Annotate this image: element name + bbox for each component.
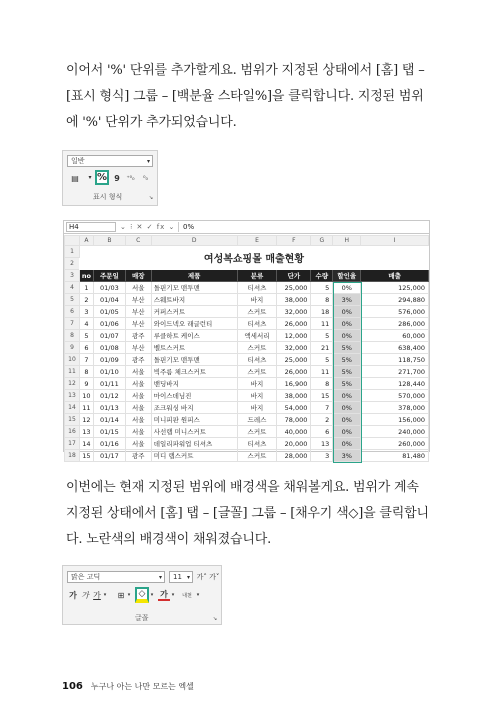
- table-cell[interactable]: 사선랩 미니스커트: [151, 426, 237, 438]
- table-cell[interactable]: 부산: [125, 318, 151, 330]
- table-cell[interactable]: 18: [311, 306, 333, 318]
- number-format-dropdown[interactable]: [67, 155, 153, 167]
- table-cell[interactable]: 드레스: [237, 414, 277, 426]
- fill-color-button[interactable]: ◇: [135, 587, 149, 603]
- table-cell[interactable]: 12,000: [277, 330, 311, 342]
- formula-bar: [64, 221, 429, 234]
- italic-button[interactable]: 가: [81, 590, 89, 600]
- column-header[interactable]: I: [361, 236, 429, 246]
- table-cell[interactable]: 638,400: [361, 342, 429, 354]
- column-header[interactable]: E: [237, 236, 277, 246]
- percent-style-button[interactable]: %: [96, 172, 108, 183]
- table-cell[interactable]: 미니피판 원피스: [151, 414, 237, 426]
- table-cell[interactable]: 8: [311, 378, 333, 390]
- chevron-down-icon[interactable]: ▾: [196, 592, 200, 598]
- table-cell[interactable]: 38,000: [277, 390, 311, 402]
- table-cell[interactable]: 돌핀기모 맨투맨: [151, 354, 237, 366]
- font-name-value: 맑은 고딕: [71, 573, 101, 581]
- table-cell[interactable]: 서울: [125, 426, 151, 438]
- spreadsheet: [63, 220, 430, 460]
- table-row: [65, 390, 429, 402]
- chevron-down-icon: ▾: [158, 574, 162, 581]
- table-cell[interactable]: 액세서리: [237, 330, 277, 342]
- table-cell[interactable]: 40,000: [277, 426, 311, 438]
- table-cell[interactable]: 0%: [333, 318, 361, 330]
- font-grow-shrink-buttons[interactable]: 가˄ 가˅: [196, 573, 220, 581]
- table-cell[interactable]: 271,700: [361, 366, 429, 378]
- chevron-down-icon[interactable]: ▾: [171, 592, 175, 598]
- table-cell[interactable]: 서울: [125, 378, 151, 390]
- table-cell[interactable]: 바지: [237, 378, 277, 390]
- table-cell[interactable]: 3%: [333, 450, 361, 462]
- row-number[interactable]: 10: [65, 354, 80, 366]
- table-cell[interactable]: 25,000: [277, 282, 311, 294]
- table-cell[interactable]: 13: [311, 438, 333, 450]
- table-cell[interactable]: 01/17: [93, 450, 125, 462]
- table-cell[interactable]: 4: [79, 318, 93, 330]
- table-cell[interactable]: 0%: [333, 390, 361, 402]
- row-number[interactable]: 3: [65, 270, 80, 282]
- table-cell[interactable]: 118,750: [361, 354, 429, 366]
- table-cell[interactable]: 서울: [125, 414, 151, 426]
- table-cell[interactable]: 01/08: [93, 342, 125, 354]
- table-cell[interactable]: 6: [311, 426, 333, 438]
- table-cell[interactable]: 벨트스커트: [151, 342, 237, 354]
- table-cell[interactable]: 01/09: [93, 354, 125, 366]
- table-cell[interactable]: 576,000: [361, 306, 429, 318]
- table-cell[interactable]: 7: [311, 402, 333, 414]
- table-cell[interactable]: 14: [79, 438, 93, 450]
- table-cell[interactable]: 15: [311, 390, 333, 402]
- table-row: [65, 282, 429, 294]
- table-cell[interactable]: 78,000: [277, 414, 311, 426]
- accounting-format-icon[interactable]: ▤: [71, 173, 79, 183]
- decrease-decimal-button[interactable]: ⁰₀: [143, 174, 148, 182]
- table-row: [65, 294, 429, 306]
- header-cell[interactable]: 분류: [237, 270, 277, 282]
- table-cell[interactable]: 3: [311, 450, 333, 462]
- table-cell[interactable]: 240,000: [361, 426, 429, 438]
- header-cell[interactable]: 할인율: [333, 270, 361, 282]
- table-cell[interactable]: 10: [79, 390, 93, 402]
- table-cell[interactable]: 5%: [333, 378, 361, 390]
- page-footer: [62, 681, 194, 692]
- sheet-title: 여성복쇼핑몰 매출현황: [79, 246, 428, 270]
- table-cell[interactable]: 26,000: [277, 366, 311, 378]
- row-number[interactable]: 16: [65, 426, 80, 438]
- table-cell[interactable]: 156,000: [361, 414, 429, 426]
- table-cell[interactable]: 0%: [333, 330, 361, 342]
- header-cell[interactable]: 주문일: [93, 270, 125, 282]
- table-cell[interactable]: 294,880: [361, 294, 429, 306]
- row-number[interactable]: 4: [65, 282, 80, 294]
- header-cell[interactable]: 매출: [361, 270, 429, 282]
- table-cell[interactable]: 조크워싱 바지: [151, 402, 237, 414]
- comma-style-button[interactable]: 9: [114, 173, 120, 183]
- table-row: [65, 330, 429, 342]
- table-row: [65, 414, 429, 426]
- border-button[interactable]: ⊞: [117, 590, 125, 600]
- table-cell[interactable]: 01/15: [93, 426, 125, 438]
- table-cell[interactable]: 5: [311, 330, 333, 342]
- table-cell[interactable]: 빅주름 체크스커트: [151, 366, 237, 378]
- table-cell[interactable]: 0%: [333, 306, 361, 318]
- table-row: [65, 366, 429, 378]
- table-cell[interactable]: 11: [311, 318, 333, 330]
- table-cell[interactable]: 81,480: [361, 450, 429, 462]
- chevron-down-icon[interactable]: ▾: [150, 592, 154, 598]
- table-cell[interactable]: 60,000: [361, 330, 429, 342]
- table-cell[interactable]: 01/07: [93, 330, 125, 342]
- table-cell[interactable]: 서울: [125, 390, 151, 402]
- row-number[interactable]: 15: [65, 414, 80, 426]
- page-number: 106: [62, 681, 83, 692]
- table-cell[interactable]: 25,000: [277, 354, 311, 366]
- header-cell[interactable]: 단가: [277, 270, 311, 282]
- table-cell[interactable]: 3%: [333, 294, 361, 306]
- book-title: 누구나 아는 나만 모르는 엑셀: [90, 682, 194, 691]
- table-cell[interactable]: 루클하트 케이스: [151, 330, 237, 342]
- phonetic-guide-button[interactable]: 내천: [182, 592, 192, 599]
- table-cell[interactable]: 01/04: [93, 294, 125, 306]
- increase-decimal-button[interactable]: ⁺⁰₀: [126, 174, 135, 182]
- table-cell[interactable]: 26,000: [277, 318, 311, 330]
- table-row: [65, 438, 429, 450]
- chevron-down-icon: ▾: [146, 158, 150, 165]
- table-cell[interactable]: 5%: [333, 366, 361, 378]
- table-row: [65, 246, 429, 258]
- chevron-down-icon[interactable]: ▾: [127, 592, 131, 598]
- font-size-dropdown[interactable]: [169, 571, 193, 583]
- number-format-ribbon-group: [62, 150, 158, 206]
- header-cell[interactable]: no: [79, 270, 93, 282]
- table-cell[interactable]: 서울: [125, 282, 151, 294]
- table-cell[interactable]: 티셔츠: [237, 318, 277, 330]
- table-cell[interactable]: 돌핀기모 맨투맨: [151, 282, 237, 294]
- font-color-button[interactable]: 가: [158, 589, 170, 601]
- table-cell[interactable]: 5: [311, 354, 333, 366]
- table-cell[interactable]: 바지: [237, 390, 277, 402]
- table-cell[interactable]: 01/10: [93, 366, 125, 378]
- table-cell[interactable]: 스커트: [237, 306, 277, 318]
- table-cell[interactable]: 54,000: [277, 402, 311, 414]
- column-header[interactable]: C: [125, 236, 151, 246]
- table-cell[interactable]: 260,000: [361, 438, 429, 450]
- column-header[interactable]: B: [93, 236, 125, 246]
- font-ribbon-group: [62, 565, 222, 625]
- paragraph-fill-color: 이번에는 현재 지정된 범위에 배경색을 채워볼게요. 범위가 계속 지정된 상태에서 [홈] 탭 – [글꼴] 그룹 – [채우기 색◇]을 클릭합니다. 노란색의 배경색이 채워졌습니다.: [66, 480, 429, 547]
- table-cell[interactable]: 16,900: [277, 378, 311, 390]
- table-cell[interactable]: 01/14: [93, 414, 125, 426]
- table-cell[interactable]: 01/13: [93, 402, 125, 414]
- table-row: [65, 342, 429, 354]
- bold-button[interactable]: 가: [69, 590, 77, 600]
- column-header[interactable]: F: [277, 236, 311, 246]
- table-cell[interactable]: 광주: [125, 354, 151, 366]
- underline-button[interactable]: 가: [93, 590, 101, 600]
- table-cell[interactable]: 서울: [125, 438, 151, 450]
- table-cell[interactable]: 서울: [125, 402, 151, 414]
- table-cell[interactable]: 6: [79, 342, 93, 354]
- table-row: [65, 378, 429, 390]
- table-cell[interactable]: 티셔츠: [237, 354, 277, 366]
- table-cell[interactable]: 스커트: [237, 426, 277, 438]
- table-cell[interactable]: 32,000: [277, 342, 311, 354]
- table-cell[interactable]: 커퍼스커트: [151, 306, 237, 318]
- row-number[interactable]: 17: [65, 438, 80, 450]
- chevron-down-icon[interactable]: ▾: [103, 592, 107, 598]
- font-name-dropdown[interactable]: [67, 571, 165, 583]
- column-header-row: [65, 236, 429, 246]
- table-cell[interactable]: 바지: [237, 402, 277, 414]
- paragraph-percent-format: 이어서 '%' 단위를 추가할게요. 범위가 지정된 상태에서 [홈] 탭 – [표시 형식] 그룹 – [백분율 스타일%]을 클릭합니다. 지정된 범위에 '%' 단위가 추가되었습니다.: [66, 63, 425, 130]
- group-label: 표시 형식: [93, 193, 123, 201]
- formula-icons[interactable]: ⌄ ⁝ ✕ ✓ fx ⌄: [120, 223, 176, 231]
- column-header[interactable]: D: [151, 236, 237, 246]
- name-box[interactable]: H4: [66, 222, 116, 232]
- table-cell[interactable]: 01/05: [93, 306, 125, 318]
- table-cell[interactable]: 부산: [125, 342, 151, 354]
- table-cell[interactable]: 13: [79, 426, 93, 438]
- column-header[interactable]: G: [311, 236, 333, 246]
- table-cell[interactable]: 0%: [333, 402, 361, 414]
- table-cell[interactable]: 9: [79, 378, 93, 390]
- row-number[interactable]: 14: [65, 402, 80, 414]
- formula-input[interactable]: 0%: [178, 222, 194, 232]
- table-row: [65, 402, 429, 414]
- table-cell[interactable]: 28,000: [277, 450, 311, 462]
- table-cell[interactable]: 부산: [125, 306, 151, 318]
- table-cell[interactable]: 1: [79, 282, 93, 294]
- table-cell[interactable]: 11: [311, 366, 333, 378]
- table-row: [65, 318, 429, 330]
- row-number[interactable]: 9: [65, 342, 80, 354]
- row-number[interactable]: 5: [65, 294, 80, 306]
- row-number[interactable]: 7: [65, 318, 80, 330]
- table-cell[interactable]: 01/11: [93, 378, 125, 390]
- table-cell[interactable]: 128,440: [361, 378, 429, 390]
- table-cell[interactable]: 286,000: [361, 318, 429, 330]
- table-cell[interactable]: 3: [79, 306, 93, 318]
- table-cell[interactable]: 바지: [237, 294, 277, 306]
- table-cell[interactable]: 0%: [333, 414, 361, 426]
- table-cell[interactable]: 0%: [333, 426, 361, 438]
- cell-grid: [64, 235, 429, 462]
- table-cell[interactable]: 11: [79, 402, 93, 414]
- table-cell[interactable]: 2: [79, 294, 93, 306]
- table-cell[interactable]: 0%: [333, 282, 361, 294]
- header-cell[interactable]: 매장: [125, 270, 151, 282]
- table-cell[interactable]: 마이스데님진: [151, 390, 237, 402]
- column-header[interactable]: A: [79, 236, 93, 246]
- table-cell[interactable]: 부산: [125, 294, 151, 306]
- row-number[interactable]: 13: [65, 390, 80, 402]
- group-label: 글꼴: [135, 614, 149, 622]
- table-cell[interactable]: 125,000: [361, 282, 429, 294]
- table-cell[interactable]: 스웨트바지: [151, 294, 237, 306]
- table-cell[interactable]: 21: [311, 342, 333, 354]
- table-cell[interactable]: 378,000: [361, 402, 429, 414]
- table-cell[interactable]: 0%: [333, 438, 361, 450]
- table-cell[interactable]: 5: [79, 330, 93, 342]
- table-cell[interactable]: 데일리파워업 티셔츠: [151, 438, 237, 450]
- table-header-row: [65, 270, 429, 282]
- chevron-down-icon: ▾: [186, 574, 190, 581]
- table-cell[interactable]: 광주: [125, 330, 151, 342]
- row-number[interactable]: 11: [65, 366, 80, 378]
- table-cell[interactable]: 티셔츠: [237, 282, 277, 294]
- chevron-down-icon[interactable]: ▾: [88, 174, 92, 181]
- table-cell[interactable]: 스커트: [237, 450, 277, 462]
- table-cell[interactable]: 12: [79, 414, 93, 426]
- column-header[interactable]: H: [333, 236, 361, 246]
- row-number[interactable]: 2: [65, 258, 80, 270]
- table-cell[interactable]: 570,000: [361, 390, 429, 402]
- table-cell[interactable]: 01/03: [93, 282, 125, 294]
- table-cell[interactable]: 8: [79, 366, 93, 378]
- table-cell[interactable]: 5%: [333, 354, 361, 366]
- select-all-corner[interactable]: [65, 236, 80, 246]
- table-cell[interactable]: 5%: [333, 342, 361, 354]
- table-cell[interactable]: 38,000: [277, 294, 311, 306]
- row-number[interactable]: 8: [65, 330, 80, 342]
- row-number[interactable]: 1: [65, 246, 80, 258]
- table-cell[interactable]: 7: [79, 354, 93, 366]
- table-cell[interactable]: 와이드넥오 래글런티: [151, 318, 237, 330]
- table-cell[interactable]: 스커트: [237, 342, 277, 354]
- table-cell[interactable]: 2: [311, 414, 333, 426]
- table-cell[interactable]: 미디 랩스커트: [151, 450, 237, 462]
- table-cell[interactable]: 서울: [125, 366, 151, 378]
- header-cell[interactable]: 수량: [311, 270, 333, 282]
- row-number[interactable]: 12: [65, 378, 80, 390]
- row-number[interactable]: 6: [65, 306, 80, 318]
- table-cell[interactable]: 밴딩바지: [151, 378, 237, 390]
- number-format-dropdown-value: 일반: [71, 157, 85, 165]
- table-cell[interactable]: 8: [311, 294, 333, 306]
- table-cell[interactable]: 20,000: [277, 438, 311, 450]
- table-cell[interactable]: 5: [311, 282, 333, 294]
- header-cell[interactable]: 제품: [151, 270, 237, 282]
- table-row: [65, 306, 429, 318]
- table-cell[interactable]: 01/16: [93, 438, 125, 450]
- table-cell[interactable]: 티셔츠: [237, 438, 277, 450]
- dialog-launcher-icon[interactable]: ↘: [212, 616, 218, 622]
- dialog-launcher-icon[interactable]: ↘: [148, 195, 154, 201]
- table-row: [65, 426, 429, 438]
- table-cell[interactable]: 광주: [125, 450, 151, 462]
- row-number[interactable]: 18: [65, 450, 80, 462]
- table-row: [65, 354, 429, 366]
- font-size-value: 11: [173, 573, 182, 581]
- table-cell[interactable]: 15: [79, 450, 93, 462]
- table-row: [65, 450, 429, 462]
- table-cell[interactable]: 스커트: [237, 366, 277, 378]
- table-cell[interactable]: 01/06: [93, 318, 125, 330]
- table-cell[interactable]: 32,000: [277, 306, 311, 318]
- table-cell[interactable]: 01/12: [93, 390, 125, 402]
